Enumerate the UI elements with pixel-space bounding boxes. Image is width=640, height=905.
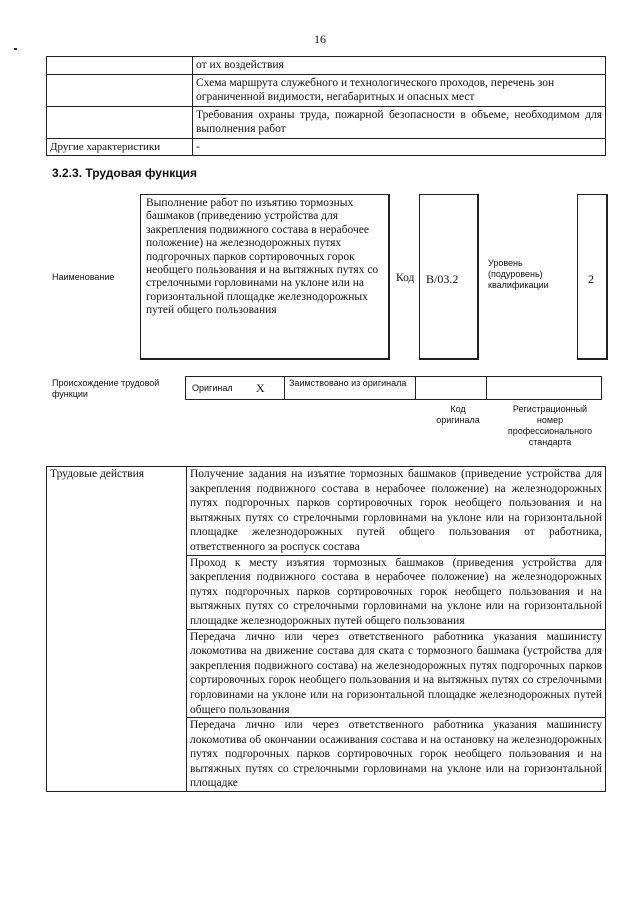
function-name-box: Выполнение работ по изъятию тормозных башмаков (приведению устройства для закрепления подвижного состава в нерабочее положение) на железнодорожных путях подгорочных парков сортировочных горок необщего пользования и на вытяжных путях со стрелочными горловинами на уклоне или на горизонтальной площадке железнодорожных путей общего пользования xyxy=(140,194,390,360)
borrowed-cell xyxy=(284,376,416,400)
code-box xyxy=(419,194,479,360)
action-text: Передача лично или через ответственного работника указания машинисту локомотива об окончании осаживания состава и на остановку на железнодорожных путях подгорочных парков сортировочных горок необщего пользования и на вытяжных путях со стрелочными горловинами на уклоне или на горизонтальной площадке xyxy=(190,719,602,790)
table-cell-label xyxy=(47,106,193,138)
labor-actions-table xyxy=(46,466,606,792)
borrowed-label: Заимствовано из оригинала xyxy=(289,378,407,388)
action-item xyxy=(187,467,606,556)
table-row xyxy=(47,74,606,106)
table-row xyxy=(47,138,606,156)
code-value: В/03.2 xyxy=(426,272,459,286)
table-cell-text: Схема маршрута служебного и технологического проходов, перечень зон ограниченной видимости, негабаритных и опасных мест xyxy=(193,74,606,106)
table-cell-label: Другие характеристики xyxy=(47,138,193,156)
level-label: Уровень (подуровень) квалификации xyxy=(488,258,549,290)
table-cell-text: Требования охраны труда, пожарной безопасности в объеме, необходимом для выполнения работ xyxy=(193,106,606,138)
characteristics-table xyxy=(46,56,606,156)
action-item xyxy=(187,629,606,718)
origin-code-cell xyxy=(415,376,487,400)
action-item xyxy=(187,718,606,792)
origin-reg-cell xyxy=(486,376,602,400)
origin-reg-caption: Регистрационный номер профессионального стандарта xyxy=(507,404,593,447)
actions-label: Трудовые действия xyxy=(47,467,187,792)
original-mark: X xyxy=(256,381,265,395)
level-value: 2 xyxy=(588,272,594,286)
table-cell-text: - xyxy=(193,138,606,156)
origin-label: Происхождение трудовой функции xyxy=(52,378,160,399)
table-cell-label xyxy=(47,57,193,75)
section-heading: 3.2.3. Трудовая функция xyxy=(52,166,197,180)
level-box xyxy=(577,194,608,360)
action-text: Получение задания на изъятие тормозных башмаков (приведение устройства для закрепления подвижного состава в нерабочее положение) на железнодорожных путях подгорочных парков сортировочных горок необщего пользования и на вытяжных путях со стрелочными горловинами на уклоне или на горизонтальной площадке железнодорожных путей общего пользования от работника, ответственного за роспуск состава xyxy=(190,468,602,553)
table-cell-label xyxy=(47,74,193,106)
table-cell-text: от их воздействия xyxy=(193,57,606,75)
name-label: Наименование xyxy=(52,272,115,282)
table-row xyxy=(47,106,606,138)
action-text: Проход к месту изъятия тормозных башмаков (приведения устройства для закрепления подвижного состава в нерабочее положение) на железнодорожных путях подгорочных парков сортировочных горок необщего пользования и на вытяжных путях со стрелочными горловинами на уклоне или на горизонтальной площадке железнодорожных путей общего пользования xyxy=(190,556,602,627)
page-number: 16 xyxy=(314,32,326,46)
table-row xyxy=(47,57,606,75)
table-row xyxy=(47,467,606,556)
original-label: Оригинал xyxy=(192,383,233,393)
action-item xyxy=(187,555,606,629)
code-label: Код xyxy=(396,272,415,284)
action-text: Передача лично или через ответственного работника указания машинисту локомотива на движение состава для ската с тормозного башмака (устройства для закрепления подвижного состава) на железнодорожных путях подгорочных парков сортировочных горок необщего пользования и на вытяжных путях со стрелочными горловинами на уклоне или на горизонтальной площадке железнодорожных путей общего пользования xyxy=(190,630,602,716)
origin-code-caption: Код оригинала xyxy=(436,404,480,425)
original-cell xyxy=(185,376,285,400)
origin-row xyxy=(186,376,602,400)
scan-mark xyxy=(14,48,17,50)
